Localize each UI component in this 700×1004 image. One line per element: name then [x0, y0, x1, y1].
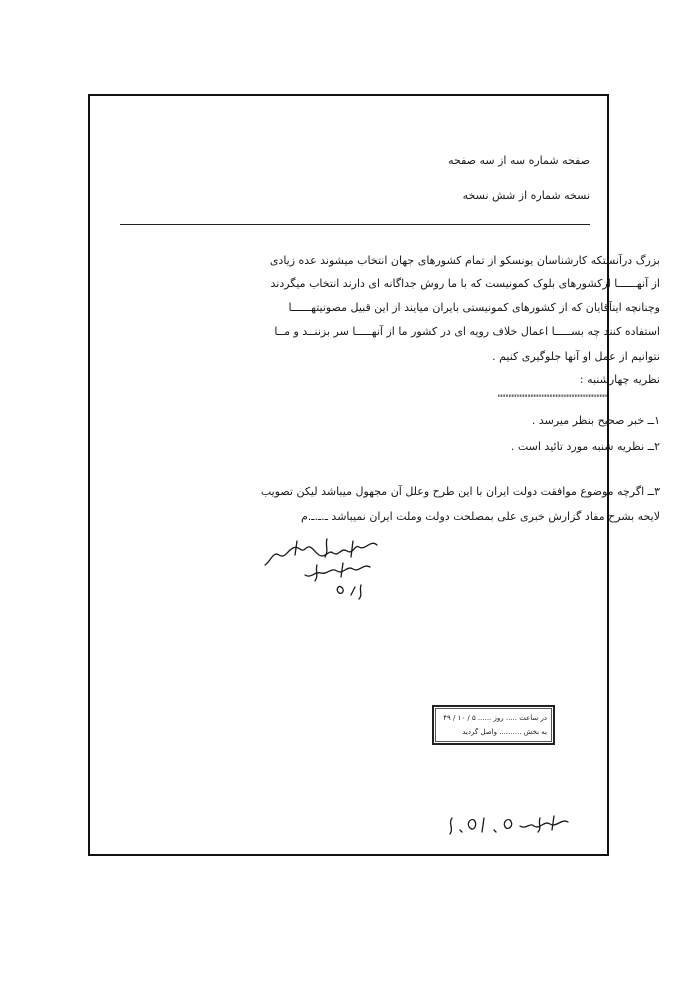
body-line-1: بزرگ درآنستکه کارشناسان یونسکو از تمام کشورهای جهان انتخاب میشوند عده زیادی	[269, 254, 660, 267]
copy-number-header: نسخه شماره از شش نسخه	[462, 189, 590, 202]
stamp-line-1: در ساعت ..... روز ...... ۵ / ۱۰ / ۴۹	[443, 714, 547, 722]
opinion-heading: نظریه چهارشنبه :	[579, 373, 660, 386]
receipt-stamp	[432, 705, 555, 745]
opinion-item-3: ۳ــ اگرچه موضوع موافقت دولت ایران با این طرح وعلل آن مجهول میباشد لیکن تصویب	[260, 485, 660, 498]
opinion-item-3-continued: لایحه بشرح مفاد گزارش خبری علی بمصلحت دولت وملت ایران نمیباشد ـ.ـ.ـ.م	[300, 510, 660, 523]
body-line-3: وچنانچه اینآقایان که از کشورهای کمونیستی بایران میایند از این قبیل مصونیتهــــــا	[288, 301, 660, 314]
opinion-item-2: ۲ــ نظریه شنبه مورد تائید است .	[510, 440, 660, 453]
body-line-5: نتوانیم از عمل او آنها جلوگیری کنیم .	[492, 350, 660, 363]
header-divider	[120, 224, 590, 225]
stamp-line-2: به بخش .......... واصل گردید	[462, 728, 547, 736]
page-number-header: صفحه شماره سه از سه صفحه	[448, 154, 590, 167]
handwritten-signature	[255, 535, 385, 605]
body-line-2: از آنهــــــا ازکشورهای بلوک کمونیست که با ما روش جداگانه ای دارند انتخاب میگردند	[270, 277, 660, 290]
body-line-4: استفاده کنند چه بســـــا اعمال خلاف رویه ای در کشور ما از آنهـــــا سر بزننــد و مــا	[274, 325, 660, 338]
handwritten-date-note	[444, 810, 574, 840]
opinion-item-1: ۱ــ خبر صحیح بنظر میرسد .	[531, 414, 660, 427]
dotted-separator: """""""""""""""""""""""""""""""""""	[497, 394, 607, 404]
